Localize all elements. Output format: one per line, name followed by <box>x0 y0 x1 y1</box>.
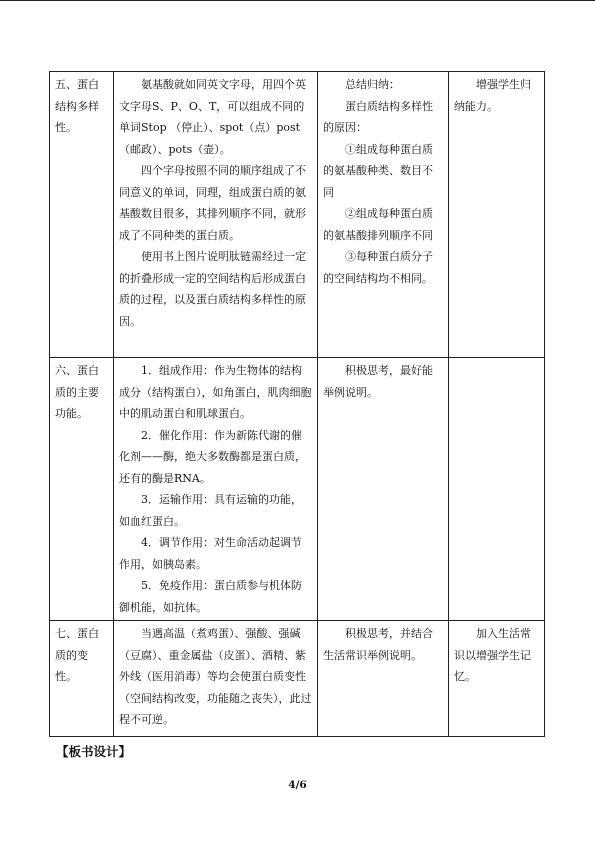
topic-cell <box>50 621 114 737</box>
activity-paragraph: ③每种蛋白质分子的空间结构均不相同。 <box>323 250 433 285</box>
topic-cell <box>50 358 114 621</box>
table-row <box>50 621 545 737</box>
activity-cell <box>318 72 449 358</box>
activity-paragraph: 总结归纳： <box>345 78 400 91</box>
content-cell <box>114 621 318 737</box>
content-paragraph: 2．催化作用：作为新陈代谢的催化剂——酶，绝大多数酶都是蛋白质，还有的酶是RNA。 <box>119 428 306 485</box>
intent-text: 加入生活常识以增强学生记忆。 <box>454 627 531 683</box>
intent-cell <box>449 358 545 621</box>
content-paragraph: 四个字母按照不同的顺序组成了不同意义的单词，同理，组成蛋白质的氨基酸数目很多，其排列顺序不同，就形成了不同种类的蛋白质。 <box>119 164 306 242</box>
intent-cell <box>449 621 545 737</box>
content-paragraph: 4．调节作用：对生命活动起调节作用，如胰岛素。 <box>119 536 302 571</box>
page-number: 4/6 <box>288 779 307 791</box>
table-row <box>50 72 545 358</box>
lesson-plan-table <box>49 71 545 737</box>
content-cell <box>114 72 318 358</box>
topic-text: 七、蛋白质的变性。 <box>55 627 99 683</box>
content-cell <box>114 358 318 621</box>
content-paragraph: 1．组成作用：作为生物体的结构成分（结构蛋白），如角蛋白，肌肉细胞中的肌动蛋白和肌球蛋白。 <box>119 364 312 420</box>
activity-paragraph: 积极思考，最好能举例说明。 <box>323 364 433 399</box>
content-paragraph: 当遇高温（煮鸡蛋）、强酸、强碱（豆腐）、重金属盐（皮蛋）、酒精、紫外线（医用消毒）等均会使蛋白质变性（空间结构改变，功能随之丧失），此过程不可逆。 <box>119 627 312 726</box>
activity-paragraph: ①组成每种蛋白质的氨基酸种类、数目不同 <box>323 142 433 199</box>
intent-text: 增强学生归纳能力。 <box>454 78 531 113</box>
content-paragraph: 使用书上图片说明肽链需经过一定的折叠形成一定的空间结构后形成蛋白质的过程，以及蛋白质结构多样性的原因。 <box>119 250 306 328</box>
activity-paragraph: ②组成每种蛋白质的氨基酸排列顺序不同 <box>323 207 433 242</box>
topic-cell <box>50 72 114 358</box>
content-paragraph: 5．免疫作用：蛋白质参与机体防御机能，如抗体。 <box>119 579 302 614</box>
table-row <box>50 358 545 621</box>
activity-paragraph: 蛋白质结构多样性的原因： <box>323 99 433 134</box>
topic-text: 六、蛋白质的主要功能。 <box>55 364 99 420</box>
content-paragraph: 氨基酸就如同英文字母，用四个英文字母S、P、O、T，可以组成不同的单词Stop （停止）、spot（点）post（邮政）、pots（壶）。 <box>119 78 306 156</box>
board-design-heading: 【板书设计】 <box>56 744 132 759</box>
intent-cell <box>449 72 545 358</box>
activity-paragraph: 积极思考，并结合生活常识举例说明。 <box>323 627 433 662</box>
topic-text: 五、蛋白结构多样性。 <box>55 78 99 134</box>
activity-cell <box>318 358 449 621</box>
content-paragraph: 3．运输作用：具有运输的功能，如血红蛋白。 <box>119 493 302 528</box>
activity-cell <box>318 621 449 737</box>
header-rule <box>0 0 595 1</box>
